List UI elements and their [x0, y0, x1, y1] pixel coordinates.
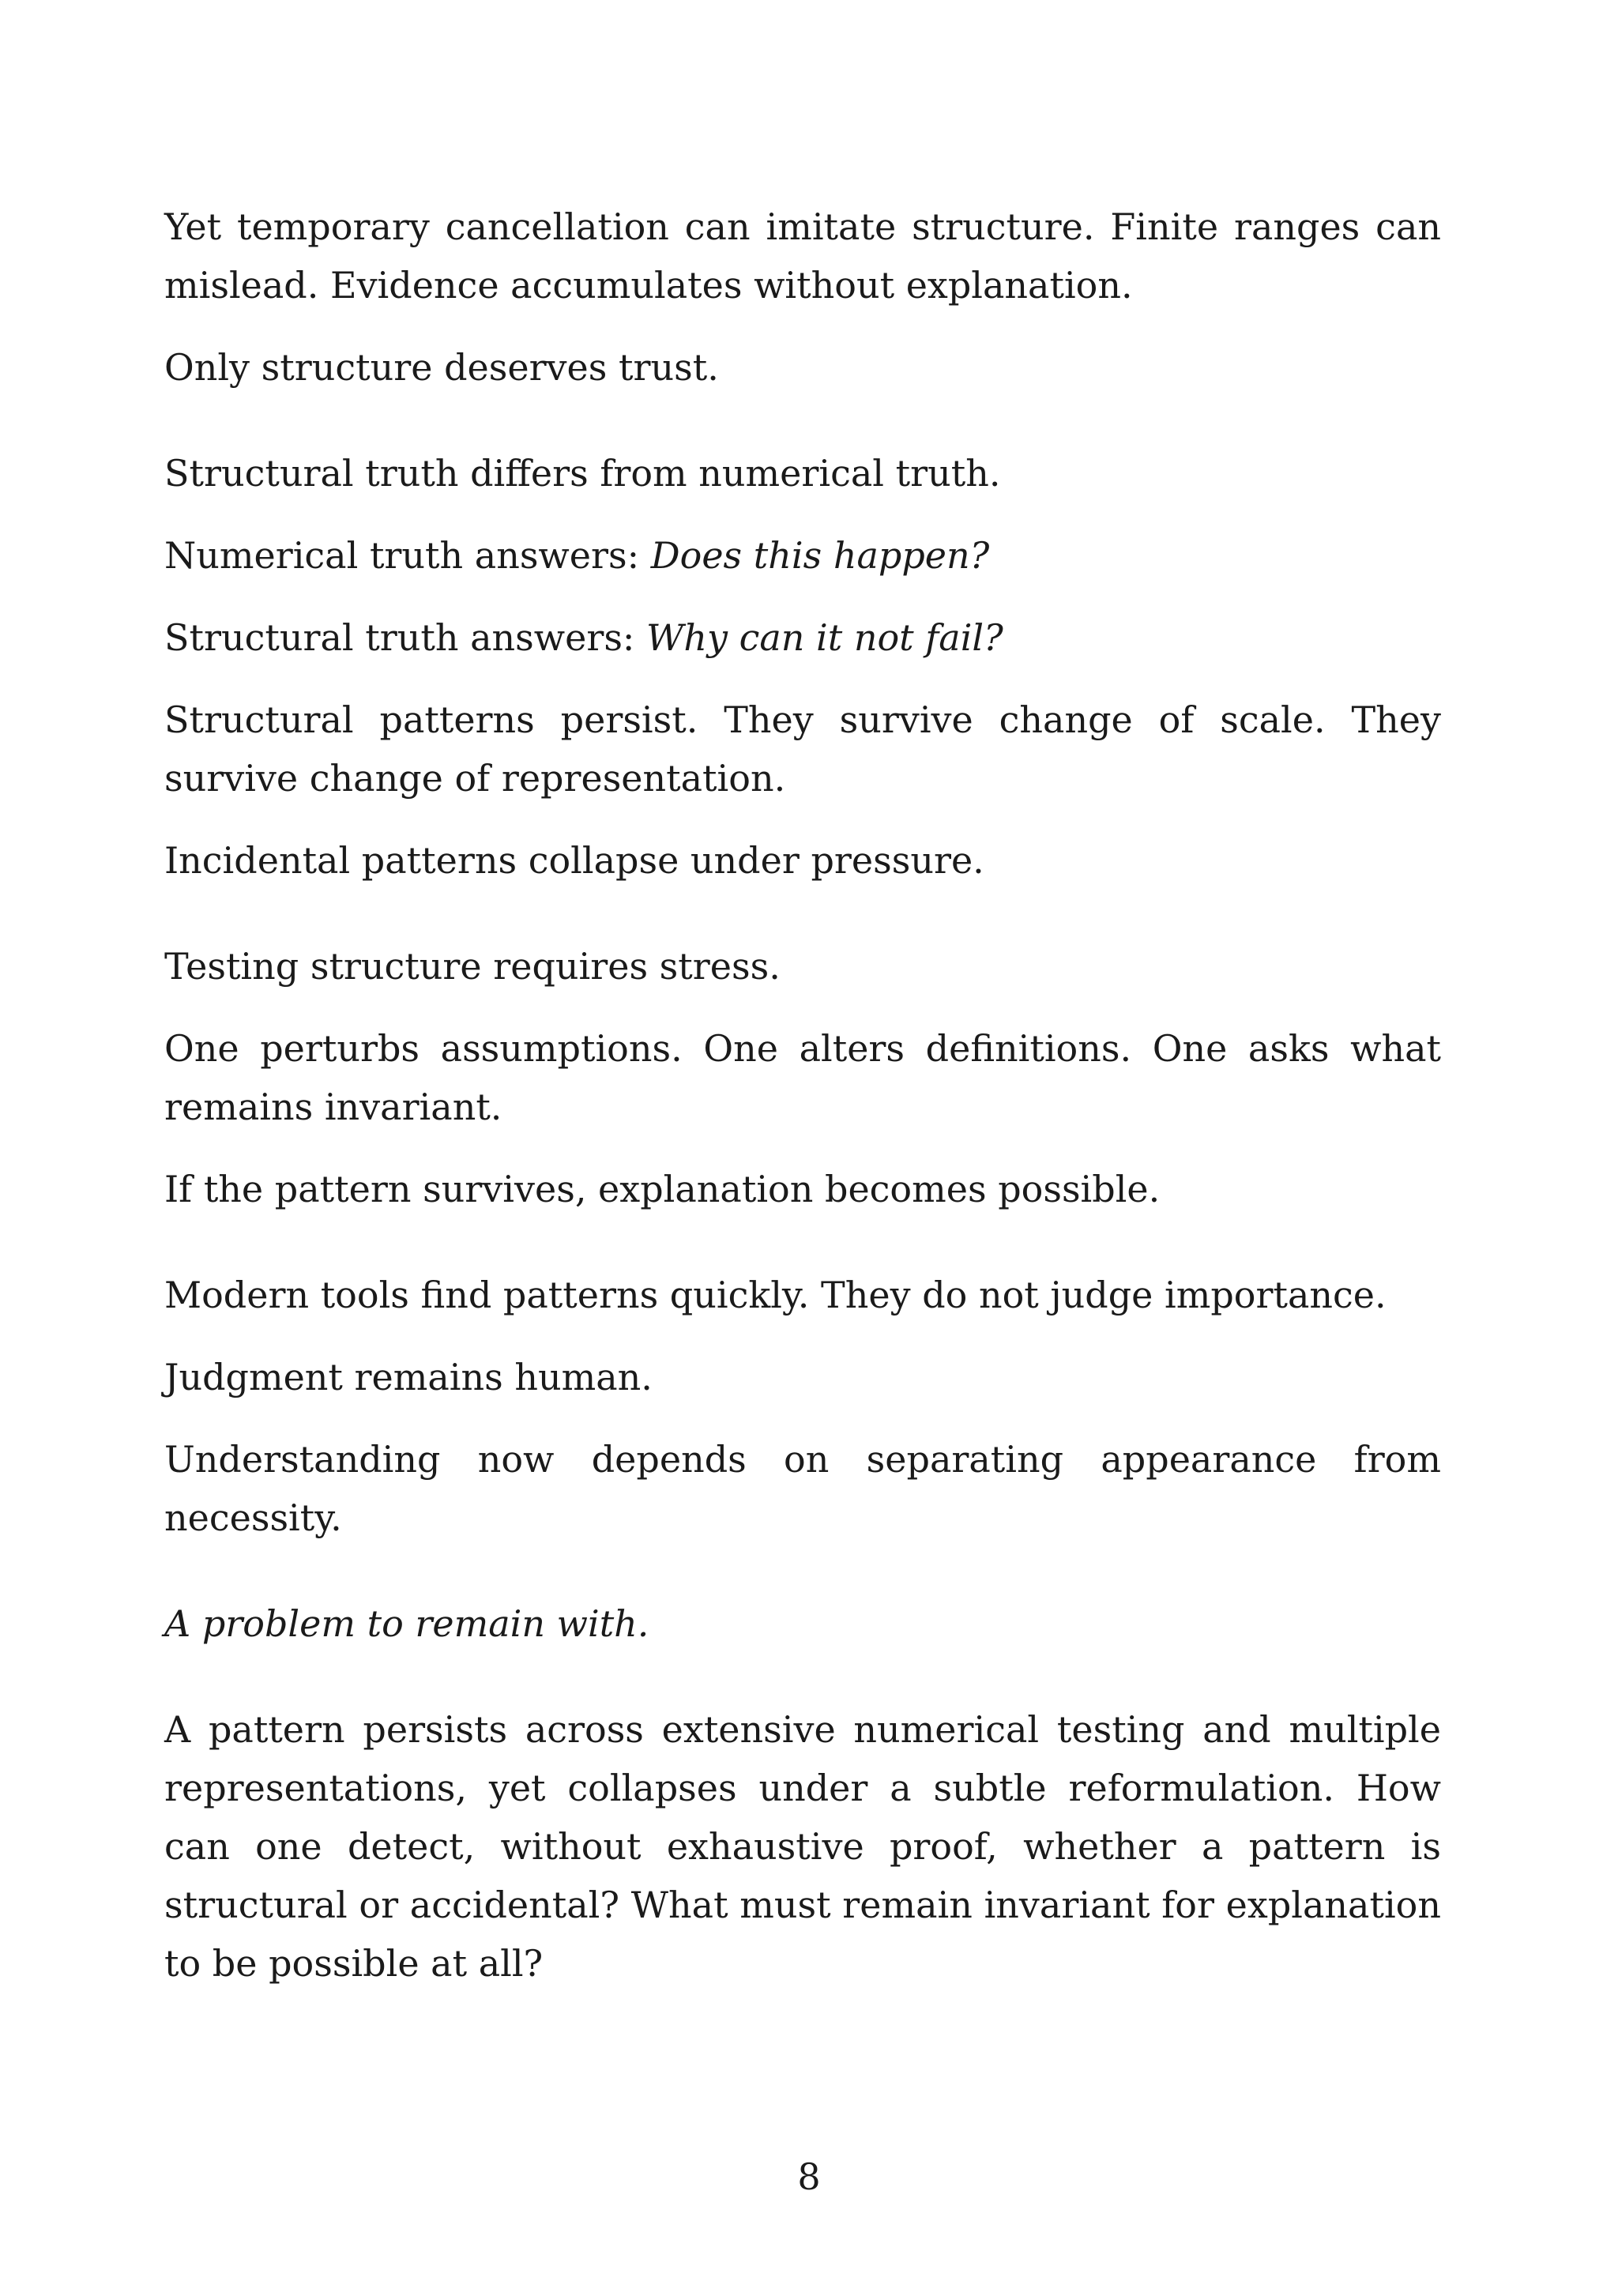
- section-gap: [164, 420, 1441, 444]
- paragraph-perturbs-assumptions: One perturbs assumptions. One alters definitions. One asks what remains invariant.: [164, 1027, 1441, 1128]
- paragraph-incidental-patterns: Incidental patterns collapse under pressure.: [164, 839, 984, 882]
- paragraph-testing-structure: Testing structure requires stress.: [164, 945, 781, 988]
- paragraph-only-structure: Only structure deserves trust.: [164, 346, 719, 389]
- page-number: 8: [797, 2155, 821, 2198]
- paragraph-temporary-cancellation: Yet temporary cancellation can imitate structure. Finite ranges can mislead. Evidence accumulates without explanation.: [164, 205, 1441, 307]
- body-text: [164, 198, 1441, 2016]
- paragraph-structural-answers: [164, 608, 1441, 667]
- numerical-answers-question: Does this happen?: [650, 534, 990, 577]
- paragraph-numerical-answers: [164, 526, 1441, 585]
- section-gap: [164, 913, 1441, 937]
- section-gap: [164, 1571, 1441, 1594]
- problem-text: A pattern persists across extensive numerical testing and multiple representations, yet collapses under a subtle reformulation. How can one detect, without exhaustive proof, whether a pattern is structural or accidental? What must remain invariant for explanation to be possible at all?: [164, 1708, 1441, 1985]
- paragraph-structural-patterns-persist: Structural patterns persist. They survive change of scale. They survive change of representation.: [164, 698, 1441, 800]
- paragraph-understanding: Understanding now depends on separating appearance from necessity.: [164, 1438, 1441, 1539]
- paragraph-pattern-survives: If the pattern survives, explanation becomes possible.: [164, 1168, 1161, 1210]
- paragraph-modern-tools: Modern tools find patterns quickly. They do not judge importance.: [164, 1274, 1387, 1316]
- section-gap: [164, 1242, 1441, 1266]
- problem-heading: A problem to remain with.: [164, 1602, 649, 1645]
- paragraph-structural-truth: Structural truth differs from numerical truth.: [164, 452, 1001, 495]
- section-gap: [164, 1677, 1441, 1700]
- structural-answers-question: Why can it not fail?: [646, 616, 1003, 659]
- numerical-answers-lead: Numerical truth answers:: [164, 534, 651, 577]
- paragraph-judgment-human: Judgment remains human.: [164, 1356, 653, 1398]
- structural-answers-lead: Structural truth answers:: [164, 616, 647, 659]
